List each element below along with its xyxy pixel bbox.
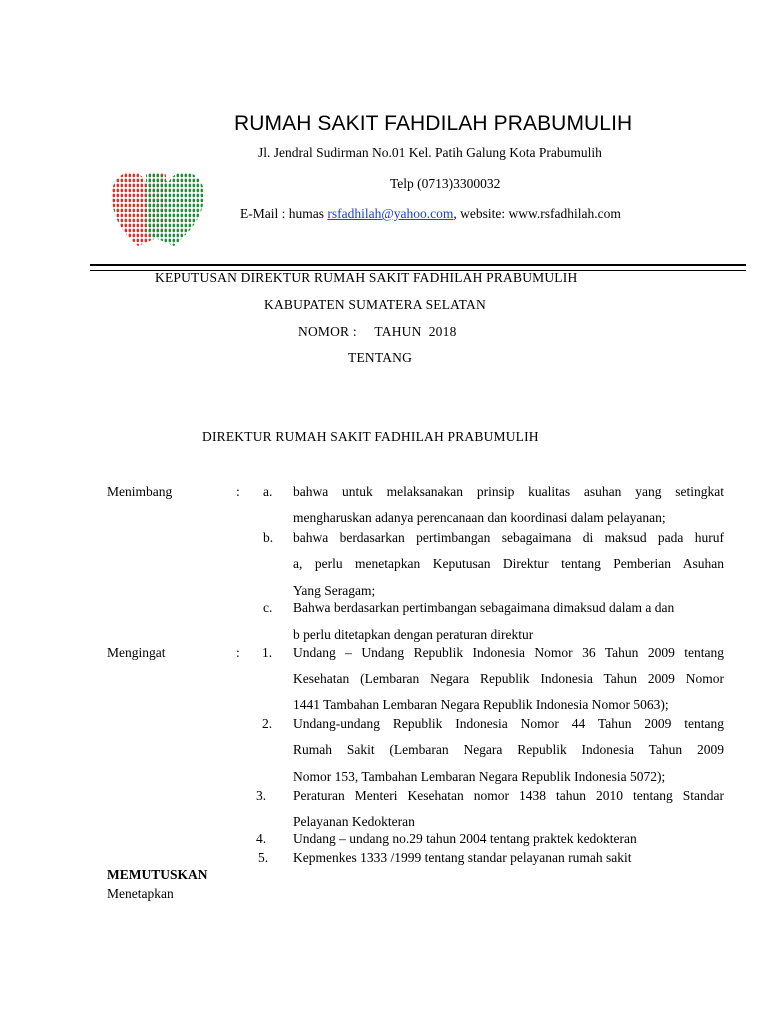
mengingat-3-line2: Pelayanan Kedokteran xyxy=(293,814,415,829)
decree-issuer: DIREKTUR RUMAH SAKIT FADHILAH PRABUMULIH xyxy=(202,429,539,444)
email-label: E-Mail : humas xyxy=(240,206,328,221)
menimbang-b-line1: bahwa berdasarkan pertimbangan sebagaimana di maksud pada huruf xyxy=(293,530,724,545)
decree-title: KEPUTUSAN DIREKTUR RUMAH SAKIT FADHILAH PRABUMULIH xyxy=(155,270,578,285)
mengingat-4-line1: Undang – undang no.29 tahun 2004 tentang praktek kedokteran xyxy=(293,831,637,846)
menimbang-b-line2: a, perlu menetapkan Keputusan Direktur tentang Pemberian Asuhan xyxy=(293,556,724,571)
hospital-address: Jl. Jendral Sudirman No.01 Kel. Patih Galung Kota Prabumulih xyxy=(258,145,602,160)
mengingat-colon: : xyxy=(236,645,240,660)
decree-about: TENTANG xyxy=(348,350,413,365)
mengingat-2-line3: Nomor 153, Tambahan Lembaran Negara Republik Indonesia 5072); xyxy=(293,769,666,784)
menimbang-b-line3: Yang Seragam; xyxy=(293,583,376,598)
menimbang-label: Menimbang xyxy=(107,484,173,499)
menimbang-c-line2: b perlu ditetapkan dengan peraturan direktur xyxy=(293,627,534,642)
menimbang-marker-b: b. xyxy=(263,530,274,545)
menetapkan-label: Menetapkan xyxy=(107,886,174,901)
mengingat-marker-3: 3. xyxy=(256,788,267,803)
mengingat-3-line1: Peraturan Menteri Kesehatan nomor 1438 tahun 2010 tentang Standar xyxy=(293,788,724,803)
mengingat-5-line1: Kepmenkes 1333 /1999 tentang standar pelayanan rumah sakit xyxy=(293,850,632,865)
hospital-name: RUMAH SAKIT FAHDILAH PRABUMULIH xyxy=(234,112,633,135)
menimbang-marker-a: a. xyxy=(263,484,273,499)
mengingat-2-line2: Rumah Sakit (Lembaran Negara Republik Indonesia Tahun 2009 xyxy=(293,742,724,757)
mengingat-1-line3: 1441 Tambahan Lembaran Negara Republik Indonesia Nomor 5063); xyxy=(293,697,669,712)
header-divider-thick xyxy=(90,264,746,266)
menimbang-c-line1: Bahwa berdasarkan pertimbangan sebagaimana dimaksud dalam a dan xyxy=(293,600,675,615)
mengingat-2-line1: Undang-undang Republik Indonesia Nomor 44 Tahun 2009 tentang xyxy=(293,716,724,731)
email-link[interactable]: rsfadhilah@yahoo.com xyxy=(327,206,454,221)
website-text: , website: www.rsfadhilah.com xyxy=(453,206,621,221)
decree-region: KABUPATEN SUMATERA SELATAN xyxy=(264,297,486,312)
mengingat-1-line1: Undang – Undang Republik Indonesia Nomor 36 Tahun 2009 tentang xyxy=(293,645,724,660)
decree-number: NOMOR : TAHUN 2018 xyxy=(298,324,457,339)
mengingat-marker-4: 4. xyxy=(256,831,267,846)
mengingat-label: Mengingat xyxy=(107,645,166,660)
menimbang-marker-c: c. xyxy=(263,600,273,615)
mengingat-marker-5: 5. xyxy=(258,850,269,865)
hospital-contact xyxy=(240,206,621,222)
hospital-phone: Telp (0713)3300032 xyxy=(390,176,501,191)
mengingat-marker-1: 1. xyxy=(262,645,273,660)
menimbang-a-line1: bahwa untuk melaksanakan prinsip kualitas asuhan yang setingkat xyxy=(293,484,724,499)
menimbang-a-line2: mengharuskan adanya perencanaan dan koordinasi dalam pelayanan; xyxy=(293,510,666,525)
hospital-logo xyxy=(108,168,210,248)
memutuskan-heading: MEMUTUSKAN xyxy=(107,867,208,882)
menimbang-colon: : xyxy=(236,484,240,499)
mengingat-1-line2: Kesehatan (Lembaran Negara Republik Indonesia Tahun 2009 Nomor xyxy=(293,671,724,686)
mengingat-marker-2: 2. xyxy=(262,716,273,731)
